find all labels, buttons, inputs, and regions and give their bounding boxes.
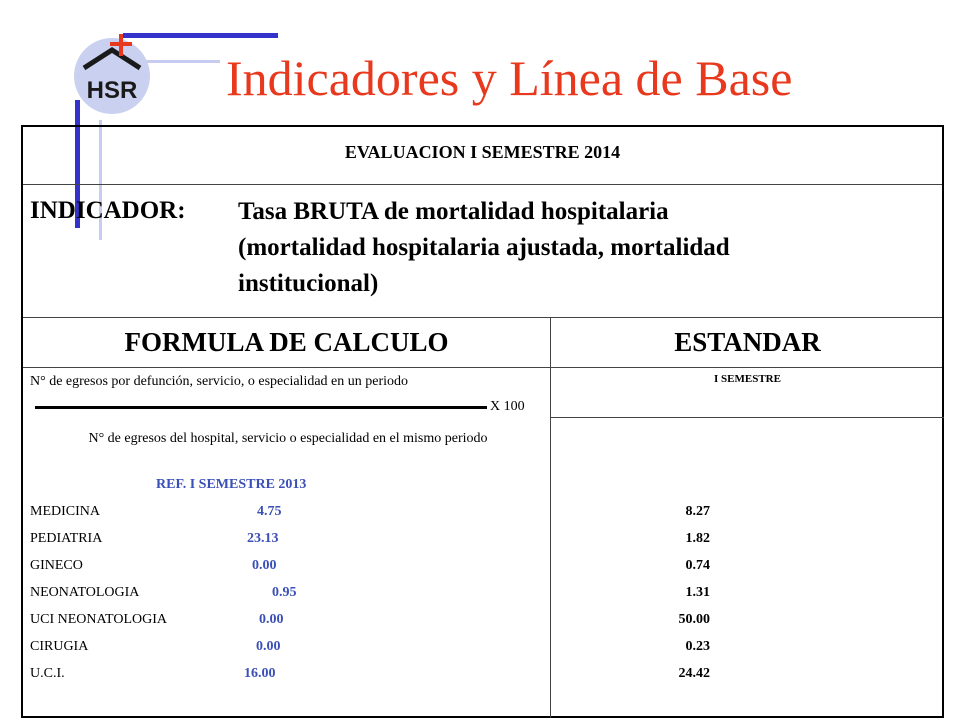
service-ref-value: 4.75 — [257, 504, 282, 519]
service-name: GINECO — [30, 558, 83, 573]
logo-cross-h — [110, 42, 132, 46]
indicator-line-3: institucional) — [238, 270, 379, 297]
indicator-label: INDICADOR: — [30, 197, 186, 224]
column-header-row — [23, 317, 942, 368]
evaluation-title: EVALUACION I SEMESTRE 2014 — [23, 127, 942, 185]
standard-value: 8.27 — [685, 504, 710, 519]
fraction-line — [35, 406, 487, 409]
service-ref-value: 23.13 — [247, 531, 279, 546]
standard-value: 1.82 — [685, 531, 710, 546]
service-name: U.C.I. — [30, 666, 65, 681]
standard-value: 50.00 — [678, 612, 710, 627]
indicator-table — [21, 125, 944, 718]
indicator-line-1: Tasa BRUTA de mortalidad hospitalaria — [238, 198, 669, 225]
standard-value: 0.23 — [685, 639, 710, 654]
service-ref-value: 16.00 — [244, 666, 276, 681]
reference-label: REF. I SEMESTRE 2013 — [156, 477, 307, 492]
logo-letters: HSR — [86, 77, 138, 104]
service-ref-value: 0.00 — [259, 612, 284, 627]
standard-value: 24.42 — [678, 666, 710, 681]
standard-value: 1.31 — [685, 585, 710, 600]
formula-denominator: N° de egresos del hospital, servicio o especialidad en el mismo periodo — [88, 431, 488, 446]
service-ref-value: 0.00 — [252, 558, 277, 573]
service-name: NEONATOLOGIA — [30, 585, 140, 600]
indicator-row — [23, 184, 942, 318]
service-name: CIRUGIA — [30, 639, 89, 654]
indicator-line-2: (mortalidad hospitalaria ajustada, mortalidad — [238, 234, 730, 261]
indicator-description — [238, 194, 938, 302]
formula-multiplier: X 100 — [490, 399, 525, 414]
standard-value: 0.74 — [685, 558, 710, 573]
standard-period: I SEMESTRE — [551, 367, 944, 418]
service-name: UCI NEONATOLOGIA — [30, 612, 168, 627]
formula-numerator: N° de egresos por defunción, servicio, o especialidad en un periodo — [30, 374, 409, 389]
service-ref-value: 0.00 — [256, 639, 281, 654]
slide-title: Indicadores y Línea de Base — [226, 50, 793, 106]
service-ref-value: 0.95 — [272, 585, 297, 600]
hsr-logo — [62, 26, 162, 116]
standard-header: ESTANDAR — [674, 327, 821, 357]
service-name: PEDIATRIA — [30, 531, 103, 546]
service-name: MEDICINA — [30, 504, 100, 519]
formula-header: FORMULA DE CALCULO — [124, 327, 449, 357]
